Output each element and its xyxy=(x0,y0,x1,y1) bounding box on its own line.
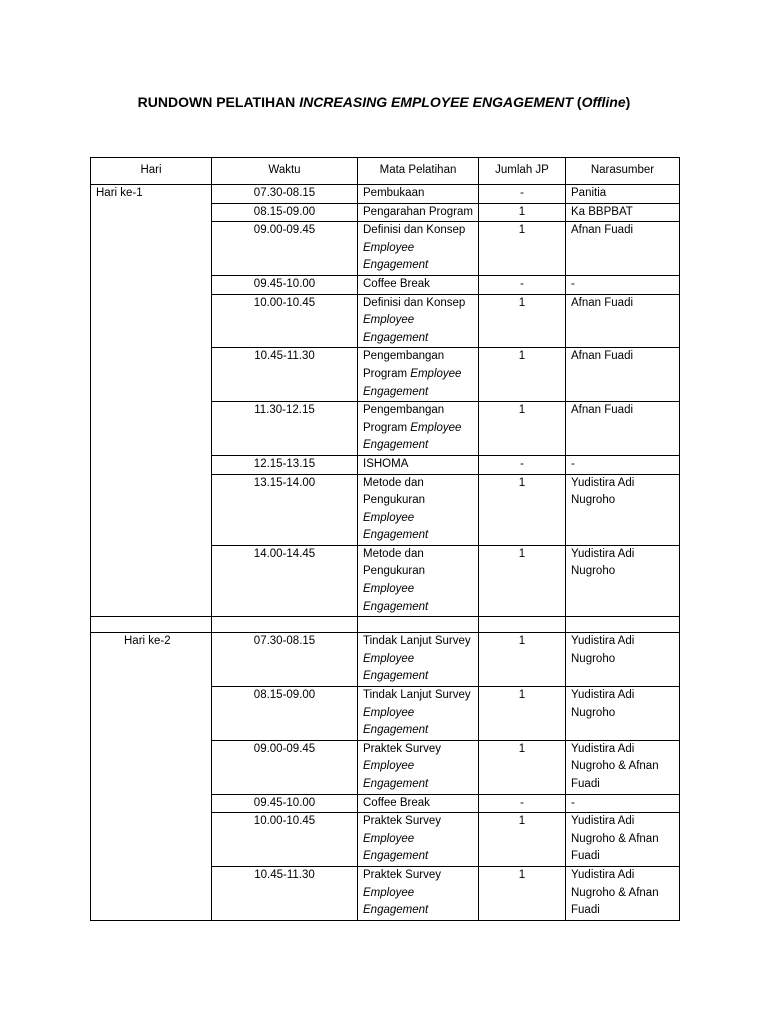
mata-pelatihan-text: Metode dan Pengukuran xyxy=(363,547,426,578)
mata-pelatihan-italic: Employee Engagement xyxy=(363,511,429,542)
mata-pelatihan-text: Coffee Break xyxy=(363,796,430,809)
mata-pelatihan-italic: Employee Engagement xyxy=(363,652,429,683)
header-narasumber: Narasumber xyxy=(566,158,680,185)
title-suffix: ) xyxy=(625,94,631,110)
mata-pelatihan-cell xyxy=(358,633,479,687)
narasumber-cell: Afnan Fuadi xyxy=(566,222,680,276)
mata-pelatihan-cell xyxy=(358,294,479,348)
mata-pelatihan-cell xyxy=(358,455,479,474)
waktu-cell: 13.15-14.00 xyxy=(212,474,358,545)
mata-pelatihan-cell xyxy=(358,545,479,616)
mata-pelatihan-cell xyxy=(358,402,479,456)
mata-pelatihan-italic: Employee Engagement xyxy=(363,583,429,613)
mata-pelatihan-cell xyxy=(358,866,479,920)
jumlah-jp-cell: 1 xyxy=(479,687,566,741)
empty-cell xyxy=(358,617,479,633)
waktu-cell: 10.45-11.30 xyxy=(212,348,358,402)
day-label: Hari ke-1 xyxy=(91,185,212,617)
mata-pelatihan-text: Praktek Survey xyxy=(363,742,441,755)
jumlah-jp-cell: - xyxy=(479,275,566,294)
mata-pelatihan-cell xyxy=(358,740,479,794)
jumlah-jp-cell: 1 xyxy=(479,294,566,348)
waktu-cell: 12.15-13.15 xyxy=(212,455,358,474)
waktu-cell: 09.00-09.45 xyxy=(212,740,358,794)
spacer-row xyxy=(91,617,680,633)
mata-pelatihan-italic: Employee Engagement xyxy=(363,367,462,398)
title-mode: Offline xyxy=(581,94,626,110)
header-jumlah-jp: Jumlah JP xyxy=(479,158,566,185)
narasumber-cell: - xyxy=(566,455,680,474)
mata-pelatihan-cell xyxy=(358,348,479,402)
mata-pelatihan-text: Pembukaan xyxy=(363,187,425,199)
waktu-cell: 14.00-14.45 xyxy=(212,545,358,616)
mata-pelatihan-text: Pengarahan Program xyxy=(363,205,473,218)
mata-pelatihan-text: Coffee Break xyxy=(363,277,430,290)
mata-pelatihan-italic: Employee Engagement xyxy=(363,832,429,863)
mata-pelatihan-italic: Employee Engagement xyxy=(363,241,429,272)
narasumber-cell: Afnan Fuadi xyxy=(566,402,680,456)
mata-pelatihan-italic: Employee Engagement xyxy=(363,314,429,344)
mata-pelatihan-text: Definisi dan Konsep xyxy=(363,296,466,309)
header-waktu: Waktu xyxy=(212,158,358,185)
jumlah-jp-cell: 1 xyxy=(479,633,566,687)
mata-pelatihan-text: Pengembangan Program xyxy=(363,404,445,434)
table-row xyxy=(91,633,680,687)
table-header-row xyxy=(91,158,680,185)
waktu-cell: 10.00-10.45 xyxy=(212,294,358,348)
narasumber-cell: Yudistira Adi Nugroho & Afnan Fuadi xyxy=(566,866,680,920)
waktu-cell: 08.15-09.00 xyxy=(212,687,358,741)
jumlah-jp-cell: 1 xyxy=(479,402,566,456)
empty-cell xyxy=(212,617,358,633)
mata-pelatihan-italic: Employee Engagement xyxy=(363,886,429,917)
mata-pelatihan-cell xyxy=(358,275,479,294)
narasumber-cell: - xyxy=(566,794,680,813)
document-title xyxy=(0,94,768,110)
title-mid: ( xyxy=(573,94,582,110)
mata-pelatihan-cell xyxy=(358,813,479,867)
jumlah-jp-cell: 1 xyxy=(479,545,566,616)
waktu-cell: 10.00-10.45 xyxy=(212,813,358,867)
header-hari: Hari xyxy=(91,158,212,185)
mata-pelatihan-cell xyxy=(358,222,479,276)
mata-pelatihan-cell xyxy=(358,474,479,545)
mata-pelatihan-italic: Employee Engagement xyxy=(363,421,462,452)
mata-pelatihan-text: Praktek Survey xyxy=(363,815,441,828)
mata-pelatihan-cell xyxy=(358,203,479,222)
jumlah-jp-cell: 1 xyxy=(479,474,566,545)
narasumber-cell: Afnan Fuadi xyxy=(566,294,680,348)
narasumber-cell: Yudistira Adi Nugroho & Afnan Fuadi xyxy=(566,740,680,794)
mata-pelatihan-text: Definisi dan Konsep xyxy=(363,224,466,237)
jumlah-jp-cell: 1 xyxy=(479,866,566,920)
rundown-table xyxy=(90,157,680,921)
narasumber-cell: Yudistira Adi Nugroho xyxy=(566,687,680,741)
title-prefix: RUNDOWN PELATIHAN xyxy=(137,94,300,110)
mata-pelatihan-text: Tindak Lanjut Survey xyxy=(363,635,471,648)
mata-pelatihan-cell xyxy=(358,185,479,204)
narasumber-cell: Yudistira Adi Nugroho xyxy=(566,474,680,545)
jumlah-jp-cell: 1 xyxy=(479,222,566,276)
waktu-cell: 10.45-11.30 xyxy=(212,866,358,920)
mata-pelatihan-cell xyxy=(358,794,479,813)
empty-cell xyxy=(91,617,212,633)
mata-pelatihan-text: Praktek Survey xyxy=(363,868,441,881)
narasumber-cell: - xyxy=(566,275,680,294)
mata-pelatihan-italic: Employee Engagement xyxy=(363,706,429,737)
waktu-cell: 09.45-10.00 xyxy=(212,794,358,813)
jumlah-jp-cell: 1 xyxy=(479,740,566,794)
waktu-cell: 09.00-09.45 xyxy=(212,222,358,276)
narasumber-cell: Panitia xyxy=(566,185,680,204)
waktu-cell: 08.15-09.00 xyxy=(212,203,358,222)
mata-pelatihan-text: Tindak Lanjut Survey xyxy=(363,689,471,702)
jumlah-jp-cell: 1 xyxy=(479,203,566,222)
narasumber-cell: Afnan Fuadi xyxy=(566,348,680,402)
mata-pelatihan-italic: Employee Engagement xyxy=(363,760,429,790)
narasumber-cell: Yudistira Adi Nugroho xyxy=(566,633,680,687)
mata-pelatihan-text: Pengembangan Program xyxy=(363,350,445,380)
waktu-cell: 07.30-08.15 xyxy=(212,185,358,204)
narasumber-cell: Ka BBPBAT xyxy=(566,203,680,222)
table-row xyxy=(91,185,680,204)
jumlah-jp-cell: - xyxy=(479,455,566,474)
jumlah-jp-cell: 1 xyxy=(479,348,566,402)
narasumber-cell: Yudistira Adi Nugroho xyxy=(566,545,680,616)
jumlah-jp-cell: 1 xyxy=(479,813,566,867)
jumlah-jp-cell: - xyxy=(479,794,566,813)
header-mata-pelatihan: Mata Pelatihan xyxy=(358,158,479,185)
empty-cell xyxy=(566,617,680,633)
day-label: Hari ke-2 xyxy=(91,633,212,921)
mata-pelatihan-text: Metode dan Pengukuran xyxy=(363,476,426,507)
empty-cell xyxy=(479,617,566,633)
mata-pelatihan-text: ISHOMA xyxy=(363,457,409,470)
waktu-cell: 07.30-08.15 xyxy=(212,633,358,687)
table-body xyxy=(91,185,680,921)
narasumber-cell: Yudistira Adi Nugroho & Afnan Fuadi xyxy=(566,813,680,867)
mata-pelatihan-cell xyxy=(358,687,479,741)
waktu-cell: 09.45-10.00 xyxy=(212,275,358,294)
waktu-cell: 11.30-12.15 xyxy=(212,402,358,456)
jumlah-jp-cell: - xyxy=(479,185,566,204)
title-italic: INCREASING EMPLOYEE ENGAGEMENT xyxy=(299,94,573,110)
